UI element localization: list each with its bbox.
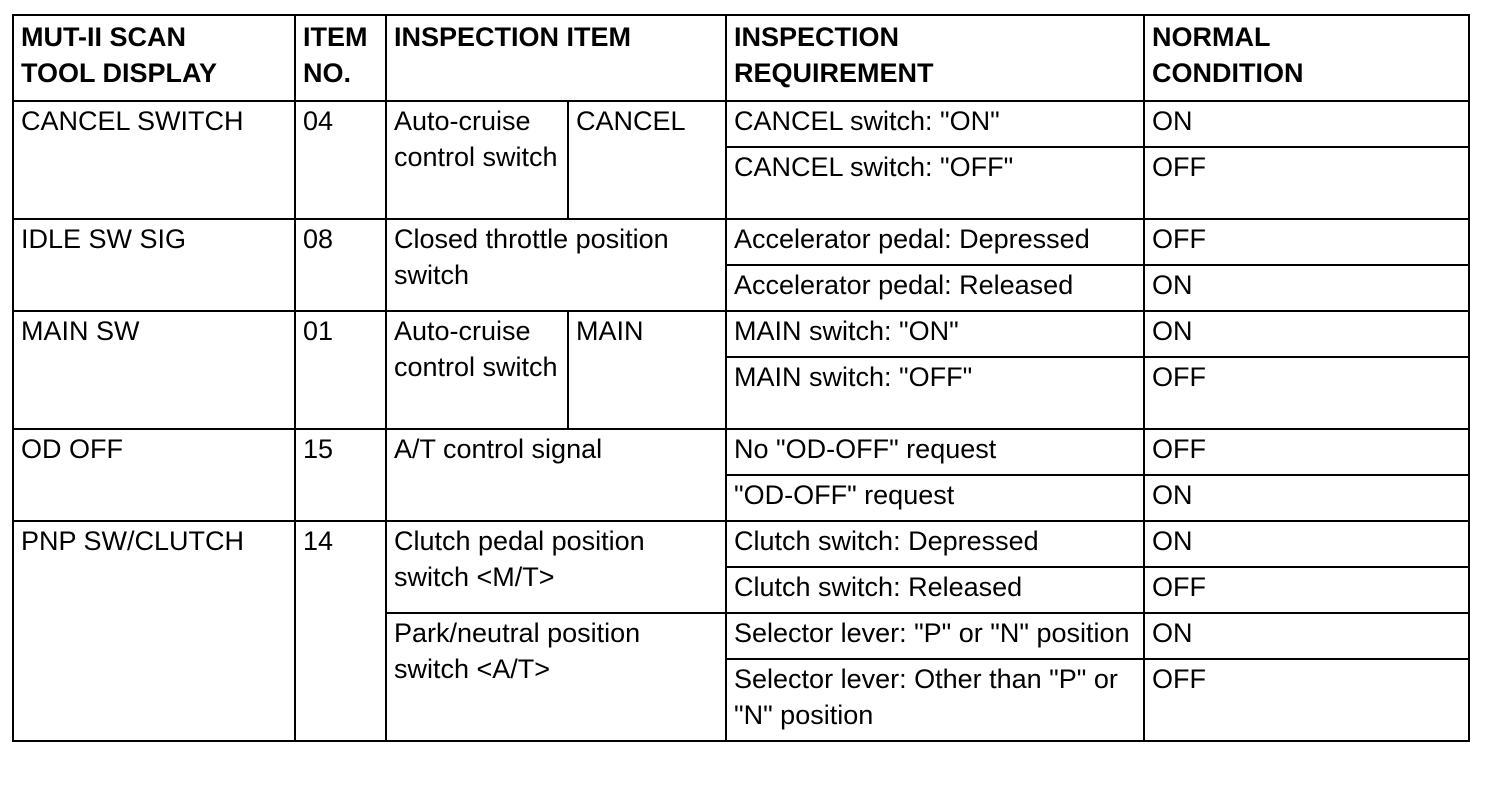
requirement-cell: Accelerator pedal: Released (726, 265, 1144, 311)
requirement-cell: Selector lever: "P" or "N" position (726, 613, 1144, 659)
table-row (13, 429, 1469, 475)
requirement-cell: "OD-OFF" request (726, 475, 1144, 521)
requirement-cell: MAIN switch: "ON" (726, 311, 1144, 357)
inspection-item-cell: A/T control signal (386, 429, 726, 521)
normal-cell: OFF (1144, 429, 1469, 475)
header-inspection-item (386, 15, 726, 101)
requirement-cell: Clutch switch: Depressed (726, 521, 1144, 567)
normal-cell: OFF (1144, 659, 1469, 741)
header-item-no (295, 15, 386, 101)
table-row (13, 219, 1469, 265)
table-row (13, 311, 1469, 357)
header-normal-text: NORMAL CONDITION (1152, 22, 1304, 88)
table-row (13, 521, 1469, 567)
normal-cell: OFF (1144, 147, 1469, 219)
requirement-cell: MAIN switch: "OFF" (726, 357, 1144, 429)
normal-cell: OFF (1144, 357, 1469, 429)
display-cell: OD OFF (13, 429, 295, 521)
header-inspection-item-text: INSPECTION ITEM (394, 22, 632, 52)
normal-cell: ON (1144, 521, 1469, 567)
item-no-cell: 15 (295, 429, 386, 521)
item-no-cell: 08 (295, 219, 386, 311)
inspection-table (12, 14, 1470, 742)
display-cell: CANCEL SWITCH (13, 101, 295, 219)
header-display-text: MUT-II SCAN TOOL DISPLAY (21, 22, 218, 88)
inspection-subitem-cell: CANCEL (568, 101, 726, 219)
requirement-cell: Clutch switch: Released (726, 567, 1144, 613)
header-requirement (726, 15, 1144, 101)
inspection-item-cell: Auto-cruise control switch (386, 101, 568, 219)
inspection-subitem-cell: MAIN (568, 311, 726, 429)
table-row (13, 101, 1469, 147)
inspection-item-cell: Park/neutral position switch <A/T> (386, 613, 726, 741)
normal-cell: ON (1144, 101, 1469, 147)
requirement-cell: CANCEL switch: "OFF" (726, 147, 1144, 219)
requirement-cell: No "OD-OFF" request (726, 429, 1144, 475)
inspection-item-cell: Auto-cruise control switch (386, 311, 568, 429)
normal-cell: OFF (1144, 219, 1469, 265)
display-cell: IDLE SW SIG (13, 219, 295, 311)
header-item-no-text: ITEM NO. (303, 22, 368, 88)
normal-cell: OFF (1144, 567, 1469, 613)
normal-cell: ON (1144, 613, 1469, 659)
normal-cell: ON (1144, 475, 1469, 521)
header-row (13, 15, 1469, 101)
requirement-cell: Accelerator pedal: Depressed (726, 219, 1144, 265)
inspection-item-cell: Closed throttle position switch (386, 219, 726, 311)
header-requirement-text: INSPECTION REQUIREMENT (734, 22, 934, 88)
normal-cell: ON (1144, 311, 1469, 357)
header-display (13, 15, 295, 101)
normal-cell: ON (1144, 265, 1469, 311)
requirement-cell: CANCEL switch: "ON" (726, 101, 1144, 147)
item-no-cell: 04 (295, 101, 386, 219)
item-no-cell: 01 (295, 311, 386, 429)
display-cell: MAIN SW (13, 311, 295, 429)
item-no-cell: 14 (295, 521, 386, 741)
inspection-item-cell: Clutch pedal position switch <M/T> (386, 521, 726, 613)
display-cell: PNP SW/CLUTCH (13, 521, 295, 741)
header-normal (1144, 15, 1469, 101)
requirement-cell: Selector lever: Other than "P" or "N" position (726, 659, 1144, 741)
